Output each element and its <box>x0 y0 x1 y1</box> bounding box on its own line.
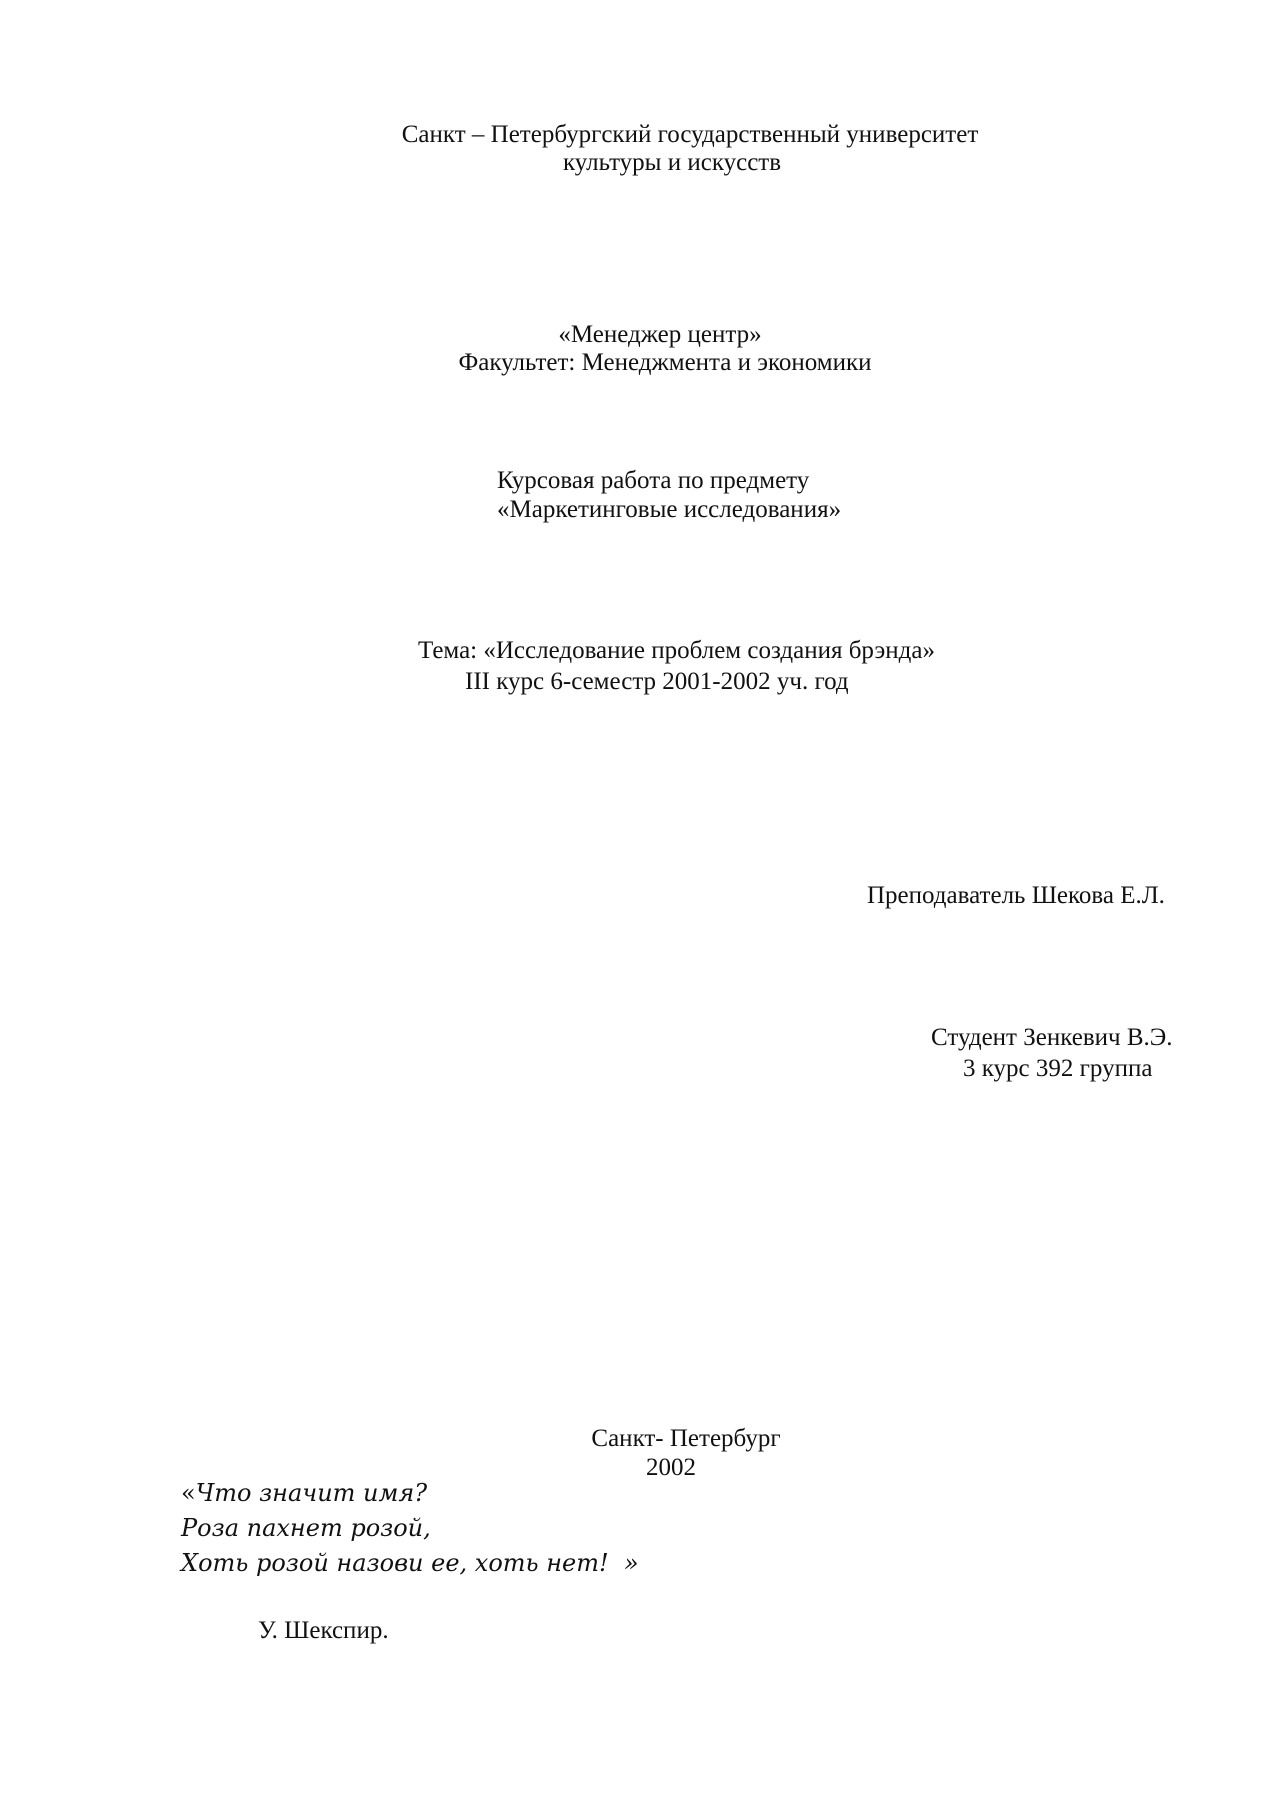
epigraph-line-3 <box>181 1546 639 1581</box>
university-name: Санкт – Петербургский государственный университет <box>401 121 979 148</box>
course-work-title: Курсовая работа по предмету <box>497 467 810 494</box>
center-name: «Менеджер центр» <box>558 321 762 348</box>
epigraph-line-2: Роза пахнет розой, <box>181 1514 431 1542</box>
epigraph-line-3-text: Хоть розой назови ее, хоть нет! <box>181 1549 624 1577</box>
epigraph-author: У. Шекспир. <box>258 1617 389 1644</box>
faculty: Факультет: Менеджмента и экономики <box>458 349 872 376</box>
student-name: Студент Зенкевич В.Э. <box>931 1024 1173 1051</box>
university-name-line2: культуры и искусств <box>562 149 782 176</box>
epigraph <box>181 1476 639 1581</box>
student-group: 3 курс 392 группа <box>963 1055 1153 1082</box>
teacher: Преподаватель Шекова Е.Л. <box>867 882 1165 909</box>
close-quote-mark: » <box>623 1549 639 1577</box>
epigraph-line-1 <box>181 1476 639 1511</box>
year: 2002 <box>646 1454 696 1481</box>
course-semester: III курс 6-семестр 2001-2002 уч. год <box>465 668 849 695</box>
topic: Тема: «Исследование проблем создания брэнда» <box>418 637 935 664</box>
city: Санкт- Петербург <box>591 1425 781 1452</box>
course-subject: «Маркетинговые исследования» <box>497 496 842 523</box>
epigraph-line-1-text: Что значит имя? <box>195 1479 428 1507</box>
open-quote-mark: « <box>181 1479 196 1507</box>
